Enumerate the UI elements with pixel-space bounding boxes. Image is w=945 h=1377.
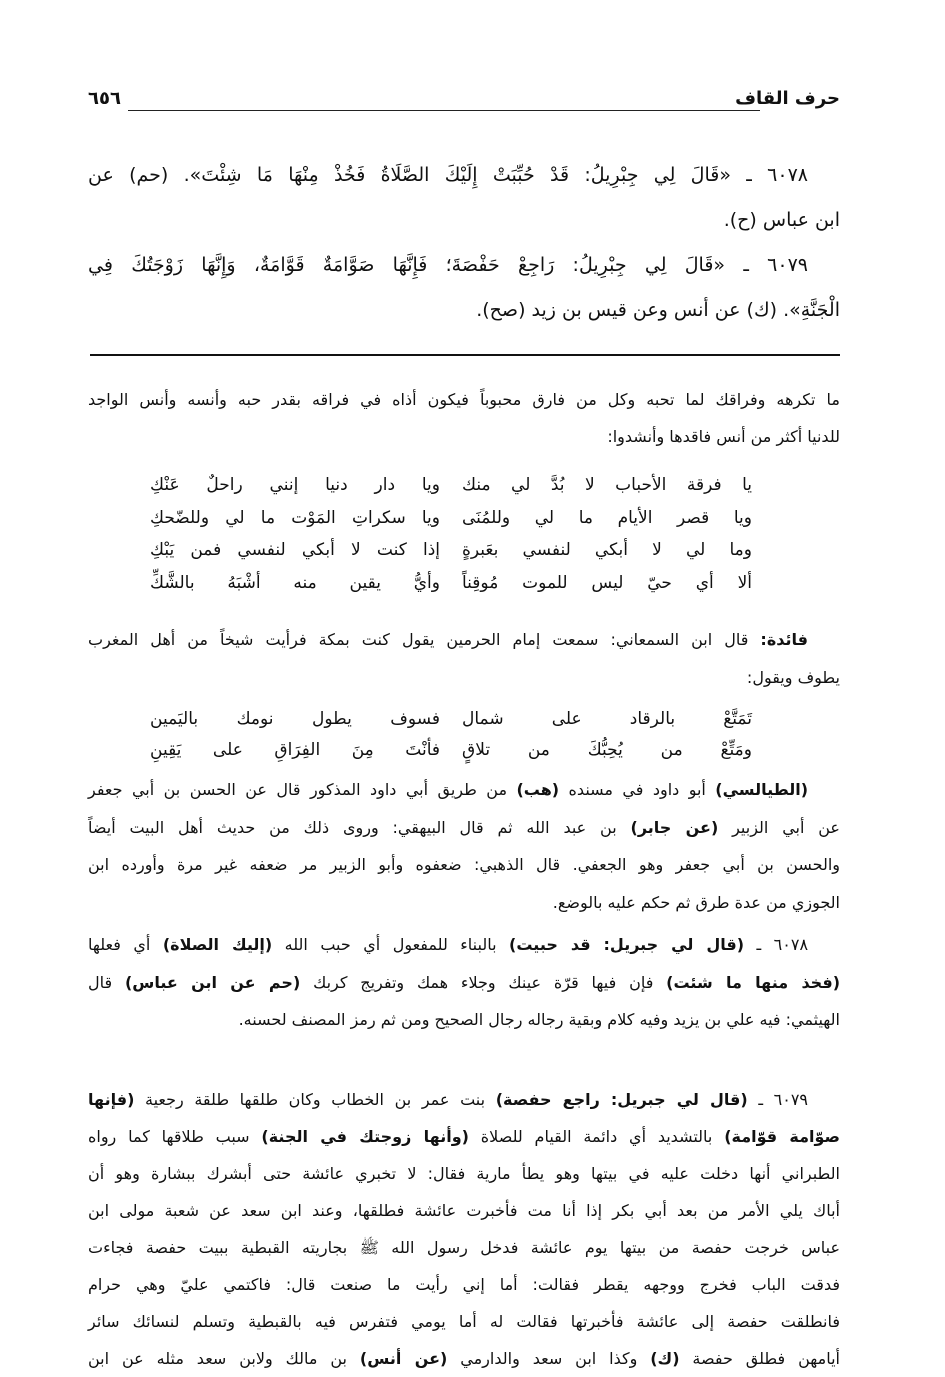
text-segment: بن عبد الله ثم قال البيهقي: وروى ذلك من حديث أهل البيت أيضاً: [88, 817, 631, 837]
page-number: ٦٥٦: [88, 88, 121, 109]
text-line: [88, 1192, 840, 1229]
poem-verse: [150, 567, 752, 600]
header-rule: [128, 110, 760, 111]
bold-reference: (قال لي جبريل: راجع حفصة): [495, 1090, 748, 1109]
second-hemistich: فأنْتَ مِنَ الفِرَاقِ على يَقِينِ: [150, 740, 440, 760]
text-line: [88, 1266, 840, 1303]
text-segment: قال ابن السمعاني: سمعت إمام الحرمين يقول كنت بمكة فرأيت شيخاً من أهل المغرب: [88, 630, 761, 649]
poem-verse: [150, 534, 752, 567]
bold-reference: (إليك الصلاة): [162, 935, 273, 954]
commentary-intro: [88, 381, 840, 455]
text-line: [88, 809, 840, 847]
text-segment: ابن عباس (ح).: [723, 209, 840, 231]
text-segment: الْجَنَّةِ». (ك) عن أنس وعن قيس بن زيد (صح).: [476, 299, 840, 321]
text-line: [88, 1001, 840, 1039]
first-hemistich: يا فرقة الأحباب لا بُدَّ لي منك: [462, 475, 752, 495]
text-line: [88, 418, 840, 455]
text-line: [88, 621, 840, 659]
poem-2: [150, 704, 752, 766]
commentary-6078: [88, 926, 840, 1039]
second-hemistich: وأيُّ يقين منه أشْبَهُ بالشَّكِّ: [150, 572, 440, 593]
text-segment: فانطلقت حفصة إلى عائشة فأخبرتها فقالت له أما يومي فتفرس فيه بالقبطية وتسلم لنسائك سائر: [88, 1312, 840, 1331]
poem-verse: [150, 704, 752, 735]
text-segment: بالبناء للمفعول أي حبب الله: [272, 935, 510, 954]
text-line: [88, 771, 840, 809]
bold-reference: صوّامة قوّامة): [724, 1127, 840, 1146]
second-hemistich: إذا كنت لا أبكي لنفسي فمن يَبْكِ: [150, 540, 440, 560]
text-segment: عباس خرجت حفصة من بيتها يوم عائشة فدخل رسول الله ﷺ بجاريته القبطية ببيت حفصة فجاءت: [88, 1238, 840, 1257]
first-hemistich: تَمَتَّعْ بالرقاد على شمال: [462, 709, 752, 729]
text-segment: بنت عمر بن الخطاب وكان طلقها طلقة رجعية: [134, 1090, 496, 1109]
text-segment: والحسن بن أبي جعفر وهو الجعفي. قال الذهبي: ضعفوه وأبو الزبير مر ضعفه غير مرة وأورده ابن: [88, 855, 840, 874]
text-segment: للدنيا أكثر من أنس فاقدها وأنشدوا:: [607, 427, 840, 446]
text-segment: الجوزي من عدة طرق ثم حكم عليه بالوضع.: [552, 892, 840, 912]
first-hemistich: ومَتِّعْ من يُحِبُّكَ من تلاقٍ: [462, 740, 752, 760]
text-line: [88, 1081, 840, 1118]
bold-reference: (قال لي جبريل: قد حبيت): [509, 935, 745, 954]
text-line: [88, 964, 840, 1002]
text-line: [88, 846, 840, 884]
bold-reference: (حم عن ابن عباس): [124, 972, 301, 992]
bold-reference: فائدة:: [760, 630, 808, 649]
text-segment: قال: [88, 972, 125, 992]
text-line: [88, 153, 840, 198]
page-header: [88, 88, 840, 118]
text-segment: وكذا ابن سعد والدارمي: [447, 1349, 651, 1368]
text-line: [88, 884, 840, 922]
bold-reference: (عن أنس): [359, 1349, 448, 1368]
poem-verse: [150, 469, 752, 502]
text-line: [88, 659, 840, 697]
bold-reference: (الطيالسي): [715, 780, 808, 799]
faida-note: [88, 621, 840, 697]
first-hemistich: وما لي لا أبكي لنفسي بعَبرةٍ: [462, 540, 752, 560]
text-segment: سبب طلاقها كما رواه: [88, 1127, 262, 1146]
text-line: [88, 243, 840, 288]
second-hemistich: ويا سكراتِ المَوْت ما لي وللضّحكِ: [150, 507, 440, 528]
hadith-text: [88, 153, 840, 333]
text-line: [88, 1340, 840, 1377]
running-title: حرف القاف: [735, 88, 840, 109]
bold-reference: (ك): [650, 1349, 680, 1368]
bold-reference: (عن جابر): [630, 817, 719, 837]
footnote-separator: [90, 354, 840, 356]
text-segment: أيامهن فطلق حفصة: [679, 1349, 840, 1368]
text-segment: ٦٠٧٩ ـ «قَالَ لِي جِبْرِيلُ: رَاجِعْ حَفْصَةَ؛ فَإِنَّهَا صَوَّامَةٌ قَوَّامَةٌ، وَإِنَّهَا زَوْجَتُكَ فِي: [88, 254, 808, 276]
text-segment: الهيثمي: فيه علي بن يزيد وفيه كلام وبقية رجاله رجال الصحيح ومن ثم رمز المصنف لحسنه.: [238, 1010, 840, 1029]
poem-verse: [150, 735, 752, 766]
text-segment: الطبراني أنها دخلت عليه في بيتها وهو يطأ مارية فقال: لا تخبري عائشة حتى أبشرك ببشارة وهو أن: [88, 1164, 840, 1183]
text-line: [88, 288, 840, 333]
text-line: [88, 198, 840, 243]
text-segment: بن مالك ولابن سعد مثله عن ابن: [88, 1349, 360, 1368]
text-line: [88, 1229, 840, 1266]
text-segment: من طريق أبي داود المذكور قال عن الحسن بن أبي جعفر: [88, 780, 517, 799]
bold-reference: (فإنها: [88, 1090, 135, 1109]
text-segment: فإن فيها قرّة عينك وجلاء همك وتفريج كربك: [300, 972, 667, 992]
poem-1: [150, 469, 752, 599]
text-segment: ٦٠٧٩ ـ: [747, 1090, 809, 1109]
text-segment: عن أبي الزبير: [718, 817, 840, 837]
text-line: [88, 1303, 840, 1340]
second-hemistich: ويا دار دنيا إنني راحلٌ عَنْكِ: [150, 475, 440, 495]
text-line: [88, 926, 840, 964]
text-segment: بالتشديد أي دائمة القيام للصلاة: [468, 1127, 725, 1146]
text-segment: أبو داود في مسنده: [559, 780, 716, 799]
poem-verse: [150, 502, 752, 535]
bold-reference: (هب): [516, 780, 560, 799]
text-segment: ٦٠٧٨ ـ: [744, 935, 809, 954]
text-segment: أباك يلي الأمر من بعد أبي بكر إذا أنا مت فأخبرت عائشة فطلقها، وعند ابن سعد عن شعبة مولى ابن: [88, 1201, 840, 1220]
text-line: [88, 381, 840, 418]
text-line: [88, 1155, 840, 1192]
first-hemistich: ألا أي حيّ ليس للموت مُوقِناً: [462, 572, 752, 593]
text-segment: ٦٠٧٨ ـ «قَالَ لِي جِبْرِيلُ: قَدْ حُبِّبَتْ إِلَيْكَ الصَّلَاةُ فَخُذْ مِنْهَا مَا شِئْتَ». (حم) عن: [88, 164, 808, 186]
text-segment: فدقت الباب فخرج ووجهه يقطر فقالت: أما إني رأيت ما صنعت قال: فاكتمي عليّ وهي حرام: [88, 1275, 840, 1294]
text-segment: أي فعلها: [88, 935, 163, 954]
text-segment: ما تكرهه وفراقك لما تحبه وكل من فارق محبوباً فيكون أذاه في فراقه بقدر حبه وأنسه وأنس الواجد: [88, 390, 840, 409]
text-segment: يطوف ويقول:: [746, 668, 840, 687]
bold-reference: (وأنها زوجتك في الجنة): [261, 1127, 469, 1146]
bold-reference: (فخذ منها ما شئت): [666, 972, 841, 992]
text-line: [88, 1118, 840, 1155]
commentary-6079: [88, 1081, 840, 1377]
first-hemistich: ويا قصر الأيام ما لي وللمُنَى: [462, 507, 752, 528]
commentary-tayalisi: [88, 771, 840, 921]
second-hemistich: فسوف يطول نومك باليَمين: [150, 709, 440, 729]
